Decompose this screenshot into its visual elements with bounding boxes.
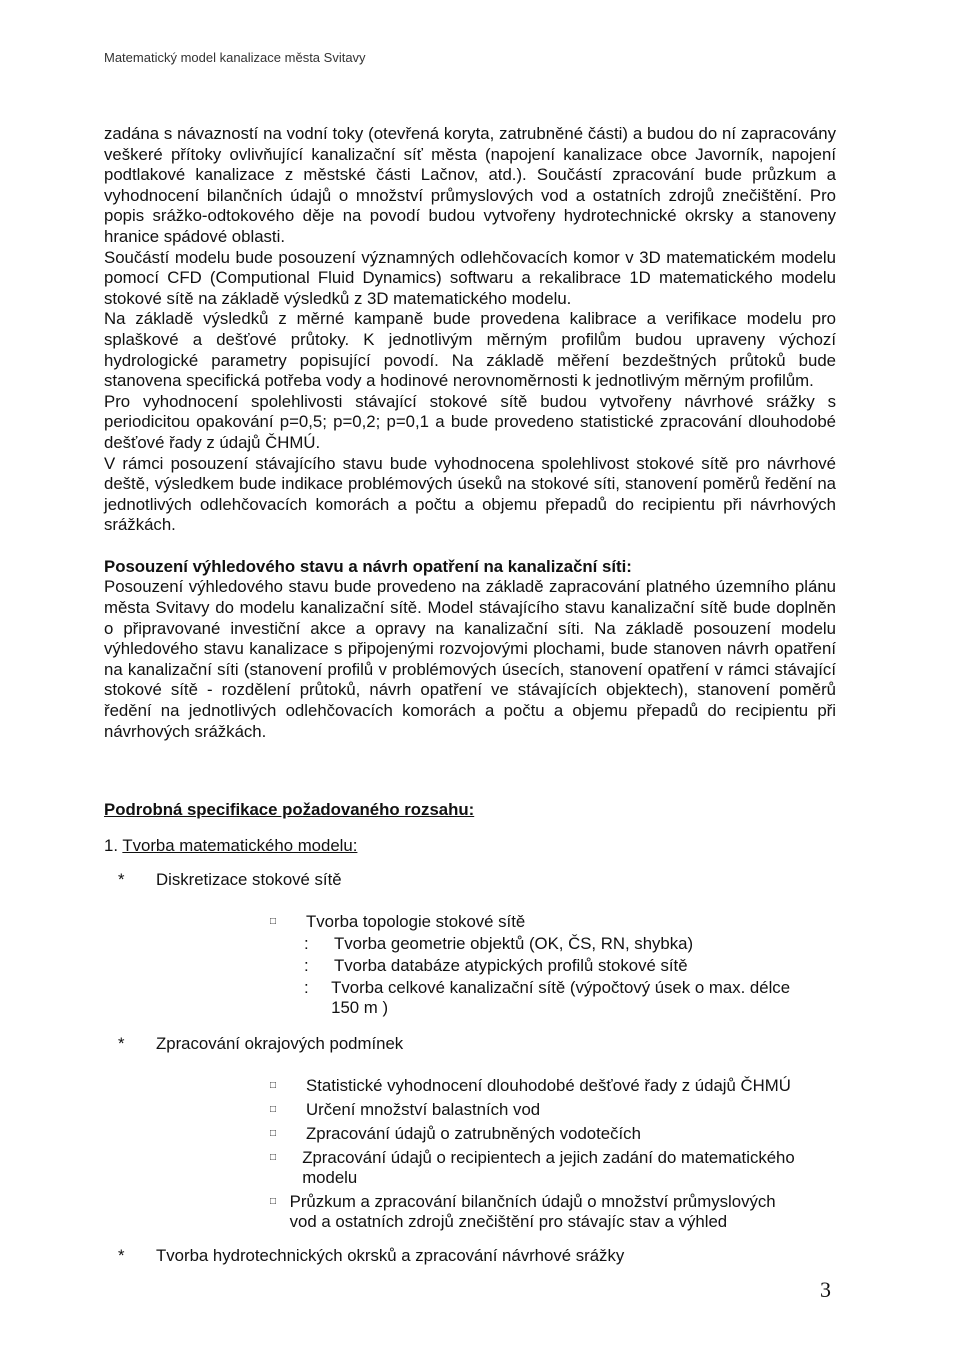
list-item — [104, 1034, 836, 1054]
list-item-text: Určení množství balastních vod — [306, 1100, 541, 1120]
spec-subheading — [104, 836, 836, 856]
list-item-text: Tvorba geometrie objektů (OK, ČS, RN, shybka) — [334, 934, 694, 954]
list-item-text: Statistické vyhodnocení dlouhodobé dešťové řady z údajů ČHMÚ — [306, 1076, 791, 1096]
list-item — [266, 1148, 796, 1188]
paragraph: Pro vyhodnocení spolehlivosti stávající stokové sítě budou vytvořeny návrhové srážky s periodicitou opakování p=0,5; p=0,2; p=0,1 a bude provedeno statistické zpracování dlouhodobé dešťové řady z údajů ČHMÚ. — [104, 391, 836, 452]
square-bullet-icon: □ — [270, 1104, 277, 1116]
list-item — [266, 1100, 836, 1120]
list-item-text: Tvorba hydrotechnických okrsků a zpracování návrhové srážky — [156, 1246, 625, 1266]
list-item — [104, 870, 836, 890]
section-body: Posouzení výhledového stavu bude provedeno na základě zapracování platného územního plánu města Svitavy do modelu kanalizační sítě. Model stávajícího stavu kanalizační sítě bude doplněn o připravované investiční akce a opravy na kanalizační síti. Na základě posouzení modelu výhledového stavu kanalizace s připojenými rozvojovými plochami, bude stanoven návrh opatření na kanalizační síti (stanovení profilů v problémových úsecích, stanovení opatření v rámci stávající stokové sítě - rozdělení průtoků, návrh opatření ve stávajících objektech), stanovení poměrů ředění na jednotlivých odlehčovacích komorách a počtu a objemu přepadů do recipientu při návrhových srážkách. — [104, 577, 836, 741]
list-item — [266, 1076, 836, 1096]
running-header: Matematický model kanalizace města Svitavy — [104, 50, 366, 65]
colon-bullet-icon: : — [304, 978, 309, 998]
paragraph: Na základě výsledků z měrné kampaně bude provedena kalibrace a verifikace modelu pro splaškové a dešťové průtoky. K jednotlivým měrným profilům budou upraveny výchozí hydrologické parametry popisující povodí. Na základě měření bezdeštných průtoků bude stanovena specifická potřeba vody a hodinové nerovnoměrnosti k jednotlivým měrným profilům. — [104, 309, 836, 391]
list-item-text: Tvorba databáze atypických profilů stokové sítě — [334, 956, 688, 976]
square-bullet-icon: □ — [270, 1080, 277, 1092]
spec-heading: Podrobná specifikace požadovaného rozsahu: — [104, 800, 475, 820]
asterisk-bullet-icon: * — [118, 1034, 125, 1054]
square-bullet-icon: □ — [270, 1128, 277, 1140]
colon-bullet-icon: : — [304, 934, 309, 954]
asterisk-bullet-icon: * — [118, 870, 125, 890]
section-heading: Posouzení výhledového stavu a návrh opatření na kanalizační síti: — [104, 556, 632, 576]
list-item-text: Zpracování okrajových podmínek — [156, 1034, 404, 1054]
list-item-text: Průzkum a zpracování bilančních údajů o množství průmyslových vod a ostatních zdrojů znečištění pro stávajíc stav a výhled — [289, 1192, 776, 1232]
list-item — [266, 1192, 796, 1232]
list-item — [302, 978, 802, 1018]
paragraph: Součástí modelu bude posouzení významných odlehčovacích komor v 3D matematickém modelu pomocí CFD (Computional Fluid Dynamics) softwaru a rekalibrace 1D matematického modelu stokové sítě na základě výsledků z 3D matematického modelu. — [104, 247, 836, 308]
list-item-text: Zpracování údajů o recipientech a jejich zadání do matematického modelu — [302, 1148, 795, 1188]
list-item — [266, 912, 836, 932]
list-item-text: Tvorba topologie stokové sítě — [306, 912, 526, 932]
list-item — [302, 956, 802, 976]
list-item-text: Tvorba celkové kanalizační sítě (výpočtový úsek o max. délce 150 m ) — [331, 978, 791, 1018]
list-item — [302, 934, 802, 954]
square-bullet-icon: □ — [270, 1152, 277, 1164]
spec-sub-number: 1. — [104, 836, 118, 856]
asterisk-bullet-icon: * — [118, 1246, 125, 1266]
document-body — [104, 124, 836, 1266]
page-number: 3 — [820, 1277, 831, 1302]
list-item-text: Diskretizace stokové sítě — [156, 870, 342, 890]
spec-sub-title: Tvorba matematického modelu: — [122, 836, 358, 856]
paragraph: V rámci posouzení stávajícího stavu bude vyhodnocena spolehlivost stokové sítě pro návrhové deště, výsledkem bude indikace problémových úseků na stokové síti, stanovení poměrů ředění na jednotlivých odlehčovacích komorách a počtu a objemu přepadů do recipientu při návrhových srážkách. — [104, 453, 836, 535]
paragraph: zadána s návazností na vodní toky (otevřená koryta, zatrubněné části) a budou do ní zapracovány veškeré přítoky ovlivňující kanalizační síť města (napojení kanalizace obce Javorník, napojení podtlakové kanalizace z městské části Lačnov, atd.). Součástí zpracování bude průzkum a vyhodnocení bilančních údajů o množství průmyslových vod a ostatních zdrojů znečištění. Pro popis srážko-odtokového děje na povodí budou vytvořeny hydrotechnické okrsky a stanoveny hranice spádové oblasti. — [104, 124, 836, 246]
list-item — [266, 1124, 836, 1144]
list-item-text: Zpracování údajů o zatrubněných vodotečích — [306, 1124, 641, 1144]
colon-bullet-icon: : — [304, 956, 309, 976]
list-item — [104, 1246, 836, 1266]
square-bullet-icon: □ — [270, 916, 277, 928]
square-bullet-icon: □ — [270, 1196, 277, 1208]
